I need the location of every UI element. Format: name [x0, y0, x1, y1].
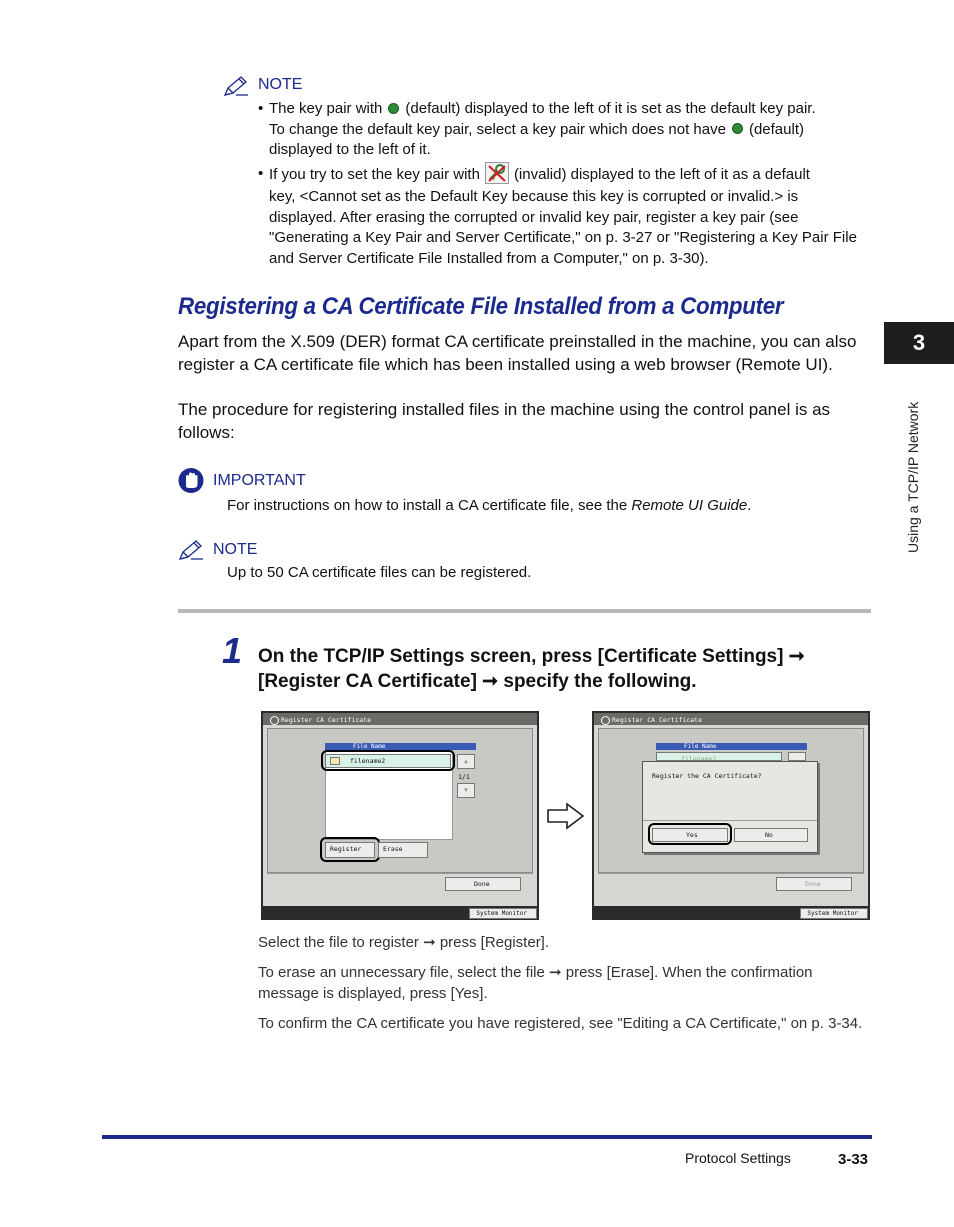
bullet-text: displayed to the left of it.: [269, 141, 431, 158]
page-indicator: 1/1: [458, 773, 470, 781]
step-number: 1: [222, 630, 243, 671]
invalid-key-icon: [485, 162, 509, 184]
important-hand-icon: [178, 467, 204, 494]
instruction-text: To erase an unnecessary file, select the file ➞ press [Erase]. When the confirmation message is displayed, press [Yes].: [258, 964, 813, 1002]
dialog-divider: [643, 820, 817, 821]
note-text: Up to 50 CA certificate files can be registered.: [227, 564, 532, 581]
bullet-text: (invalid) displayed to the left of it as a default: [513, 165, 810, 183]
step-text: On the TCP/IP Settings screen, press [Certificate Settings] ➞: [258, 646, 805, 667]
footer-section: Protocol Settings: [685, 1150, 791, 1166]
section-title: Registering a CA Certificate File Installed from a Computer: [178, 293, 784, 320]
screen-panel: [594, 713, 868, 906]
register-button[interactable]: Register: [325, 842, 375, 858]
screenshot-register-confirm: [592, 711, 870, 920]
note-label: NOTE: [213, 541, 258, 558]
important-label: IMPORTANT: [213, 472, 306, 489]
dialog-message: Register the CA Certificate?: [652, 772, 762, 780]
bullet-text: To change the default key pair, select a key pair which does not have: [269, 120, 726, 138]
file-name: filename2: [350, 757, 386, 765]
screen-title-icon: [270, 716, 279, 725]
step-text: [Register CA Certificate] ➞ specify the following.: [258, 671, 697, 692]
screen-title-icon: [601, 716, 610, 725]
page-number: 3-33: [838, 1151, 869, 1168]
file-list-item[interactable]: filename2: [656, 752, 782, 761]
erase-button[interactable]: Erase: [378, 842, 428, 858]
system-monitor-button[interactable]: System Monitor: [800, 908, 868, 919]
important-text-part: For instructions on how to install a CA certificate file, see the: [227, 497, 632, 514]
scroll-up-button[interactable]: [788, 752, 806, 761]
screen-panel: [263, 713, 537, 906]
default-key-gem-icon: [388, 103, 399, 114]
bullet-text: (default) displayed to the left of it is set as the default key pair.: [405, 100, 816, 117]
confirm-dialog: [642, 761, 818, 853]
list-header: File Name: [656, 743, 807, 750]
side-section-label: Using a TCP/IP Network: [905, 401, 921, 553]
screen-title: Register CA Certificate: [281, 716, 372, 724]
section-paragraph: The procedure for registering installed files in the machine using the control panel is as follows:: [178, 400, 831, 442]
selection-highlight: [648, 823, 732, 845]
section-paragraph: Apart from the X.509 (DER) format CA certificate preinstalled in the machine, you can also register a CA certificate file which has been installed using a web browser (Remote UI).: [178, 332, 857, 374]
selection-highlight: [320, 837, 380, 862]
screen-title: Register CA Certificate: [612, 716, 703, 724]
note-pencil-icon: [222, 74, 250, 98]
bullet-text: The key pair with: [269, 100, 383, 117]
selection-highlight: [321, 750, 455, 771]
list-header: File Name: [325, 743, 476, 750]
done-button[interactable]: Done: [445, 877, 521, 891]
screenshot-register-ca-list: [261, 711, 539, 920]
footer-rule: [102, 1135, 872, 1139]
important-text: [227, 496, 867, 517]
yes-button[interactable]: Yes: [652, 828, 728, 842]
important-text-part: .: [747, 497, 752, 514]
section-divider: [178, 609, 871, 613]
bullet-text: key, <Cannot set as the Default Key because this key is corrupted or invalid.> is displayed. After erasing the corrupted or invalid key pair, register a key pair (see "Generating a Key Pair and Server Certificate," on p. 3-27 or "Registering a Key Pair File and Server Certificate File Installed from a Computer," on p. 3-30).: [269, 188, 857, 267]
done-button[interactable]: Done: [776, 877, 852, 891]
remote-ui-guide-title: Remote UI Guide: [631, 497, 748, 514]
note-label: NOTE: [258, 76, 303, 93]
system-monitor-button[interactable]: System Monitor: [469, 908, 537, 919]
default-key-gem-icon: [732, 123, 743, 134]
chapter-tab: 3: [884, 322, 954, 364]
scroll-up-button[interactable]: ▲: [457, 754, 475, 769]
instruction-text: To confirm the CA certificate you have registered, see "Editing a CA Certificate," on p. 3-34.: [258, 1015, 863, 1032]
instruction-text: Select the file to register ➞ press [Register].: [258, 934, 550, 951]
bullet-text: If you try to set the key pair with: [269, 165, 480, 183]
note-pencil-icon: [177, 538, 205, 562]
bullet-text: (default): [748, 120, 804, 138]
scroll-down-button[interactable]: ▼: [457, 783, 475, 798]
next-arrow-icon: [547, 802, 585, 830]
no-button[interactable]: No: [734, 828, 808, 842]
